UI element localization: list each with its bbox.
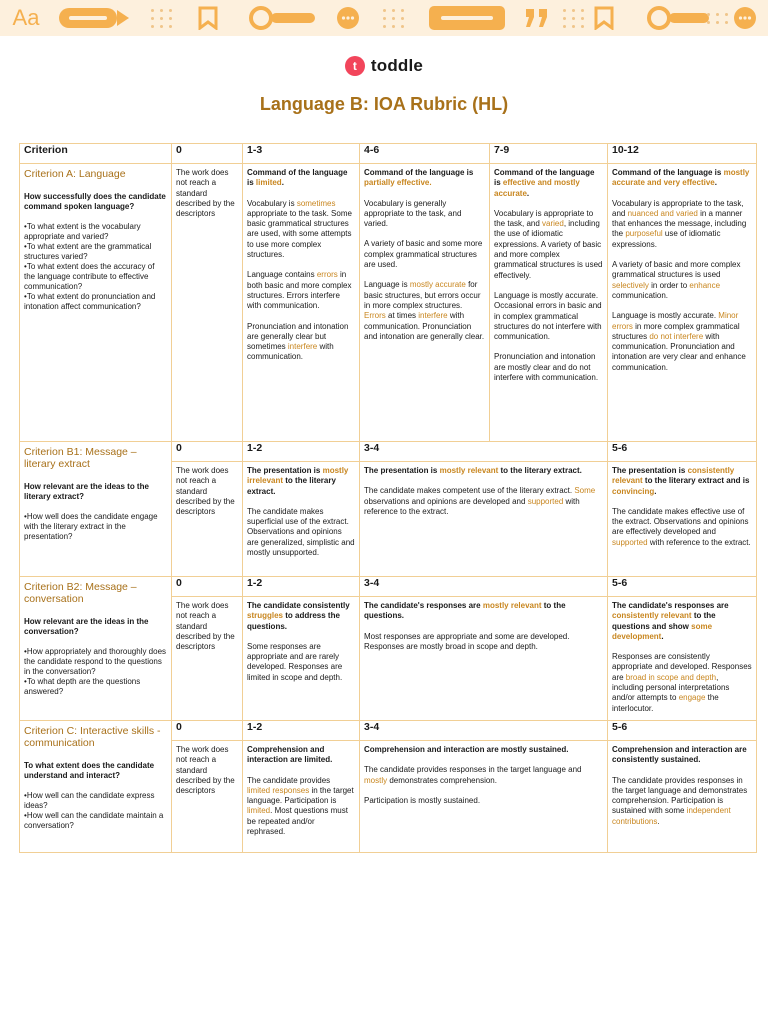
band-paragraph: A variety of basic and some more complex grammatical structures are used. bbox=[364, 239, 483, 270]
band-lead bbox=[247, 466, 355, 497]
text-span: for basic structures, but errors occur in more complex structures. bbox=[364, 280, 481, 310]
dots-icon bbox=[378, 0, 410, 36]
criterion-b1-band-3-4 bbox=[360, 462, 608, 577]
criterion-b2-bullet: • To what depth are the questions answered? bbox=[24, 677, 167, 697]
band-lead: Comprehension and interaction are consistently sustained. bbox=[612, 745, 747, 765]
header-band-1-2: 1-2 bbox=[243, 721, 360, 741]
highlight-span: struggles bbox=[247, 611, 284, 621]
band-0-text: The work does not reach a standard described by the descriptors bbox=[176, 168, 235, 219]
criterion-b2-header-row bbox=[20, 577, 757, 597]
highlight-span: mostly relevant bbox=[482, 601, 542, 610]
criterion-a-band-4-6 bbox=[360, 164, 490, 442]
header-band-0: 0 bbox=[172, 721, 243, 741]
criterion-b1-bullets bbox=[24, 512, 167, 542]
text-span: , including personal interpretations and/or attempts to bbox=[612, 672, 730, 703]
header-band-0: 0 bbox=[172, 577, 243, 597]
band-lead bbox=[247, 168, 355, 189]
text-span: The candidate consistently bbox=[247, 601, 350, 610]
text-span: with communication. bbox=[247, 342, 334, 362]
key-icon bbox=[246, 0, 316, 36]
highlight-span: interfere bbox=[287, 342, 318, 352]
highlight-span: engage bbox=[678, 693, 706, 703]
band-paragraph: Most responses are appropriate and some are developed. Responses are mostly broad in scope and depth. bbox=[364, 631, 570, 651]
highlight-span: do not interfere bbox=[649, 331, 704, 341]
text-aa-label: Aa bbox=[12, 5, 40, 30]
highlight-span: effective and mostly accurate bbox=[494, 178, 580, 198]
text-span: appropriate to the task. Some basic grammatical structures are used, with some attempts to use more complex structures. bbox=[247, 208, 352, 260]
text-span: Vocabulary is appropriate to the task, and bbox=[612, 198, 744, 218]
header-band-10-12: 10-12 bbox=[608, 144, 757, 164]
text-span: communication. bbox=[612, 290, 669, 300]
band-paragraph: The candidate makes superficial use of the extract. Observations and opinions are generalized, simplistic and mostly unsupported. bbox=[247, 506, 355, 558]
criterion-a-bullet: • To what extent is the vocabulary appropriate and varied? bbox=[24, 222, 167, 242]
quote-icon bbox=[520, 0, 554, 36]
text-span: The presentation is bbox=[612, 466, 688, 475]
highlight-span: consistently relevant bbox=[612, 466, 735, 486]
band-lead bbox=[612, 601, 752, 642]
highlight-span: mostly accurate bbox=[409, 280, 466, 290]
criterion-a-bullets bbox=[24, 222, 167, 312]
text-span: . bbox=[281, 178, 284, 188]
band-0-text: The work does not reach a standard described by the descriptors bbox=[176, 466, 235, 517]
highlight-span: mostly relevant bbox=[439, 466, 499, 475]
criterion-b2-bullet: • How appropriately and thoroughly does the candidate respond to the questions in the conversation? bbox=[24, 647, 167, 677]
band-lead: Comprehension and interaction are mostly sustained. bbox=[364, 745, 569, 754]
band-0-text: The work does not reach a standard described by the descriptors bbox=[176, 601, 235, 652]
text-span: The candidate provides responses in the target language and demonstrates comprehension. Participation is sustained with some bbox=[612, 775, 748, 816]
text-span: The candidate provides responses in the target language and bbox=[364, 765, 582, 775]
criterion-b1-title: Criterion B1: Message – literary extract bbox=[24, 446, 137, 470]
criterion-a-band-0 bbox=[172, 164, 243, 442]
text-span: the interlocutor. bbox=[612, 693, 719, 713]
textbox-icon bbox=[428, 0, 506, 36]
criterion-c-bullet: • How well can the candidate express ideas? bbox=[24, 791, 167, 811]
header-band-4-6: 4-6 bbox=[360, 144, 490, 164]
header-band-1-3: 1-3 bbox=[243, 144, 360, 164]
band-paragraph: Vocabulary is generally appropriate to the task, and varied. bbox=[364, 198, 462, 229]
band-paragraph bbox=[612, 776, 752, 827]
highlight-span: selectively bbox=[612, 280, 649, 290]
band-paragraph bbox=[612, 507, 752, 548]
criterion-b2-title: Criterion B2: Message – conversation bbox=[24, 581, 137, 605]
band-0-text: The work does not reach a standard described by the descriptors bbox=[176, 745, 235, 796]
text-span: to the questions and show bbox=[612, 611, 716, 631]
band-paragraph bbox=[247, 776, 355, 838]
band-lead bbox=[612, 168, 752, 189]
text-span: to the literary extract. bbox=[498, 466, 582, 475]
criterion-c-header-row bbox=[20, 721, 757, 741]
highlight-span: limited bbox=[247, 806, 271, 816]
text-span: to the questions. bbox=[364, 601, 566, 621]
highlight-span: consistently relevant bbox=[612, 611, 692, 621]
text-span: The presentation is bbox=[247, 466, 323, 475]
text-span: Command of the language is bbox=[364, 168, 474, 177]
highlight-span: partially effective. bbox=[364, 178, 432, 188]
band-paragraph bbox=[247, 322, 355, 363]
header-band-0: 0 bbox=[172, 442, 243, 462]
page-title: Language B: IOA Rubric (HL) bbox=[259, 94, 509, 114]
text-span: A variety of basic and more complex grammatical structures is used bbox=[612, 260, 741, 280]
band-paragraph bbox=[364, 765, 603, 786]
criterion-b1-bullet: • How well does the candidate engage with the literary extract in the presentation? bbox=[24, 512, 167, 542]
criterion-c-bullets bbox=[24, 791, 167, 831]
decorative-banner bbox=[0, 0, 768, 36]
highlight-span: broad in scope and depth bbox=[625, 672, 717, 682]
text-span: in order to bbox=[648, 280, 690, 290]
text-span: in the target language. Participation is bbox=[247, 785, 354, 806]
text-span: Language is mostly accurate. bbox=[612, 311, 719, 321]
band-paragraph: Language is mostly accurate. Occasional errors in basic and in complex grammatical structures do not interfere with communication. bbox=[494, 290, 602, 342]
highlight-span: independent contributions bbox=[612, 806, 731, 826]
header-band-7-9: 7-9 bbox=[490, 144, 608, 164]
criterion-a-bullet: • To what extent does the accuracy of the language contribute to effective communication? bbox=[24, 262, 167, 292]
band-paragraph: Pronunciation and intonation are mostly clear and do not interfere with communication. bbox=[494, 352, 599, 383]
highlight-span: convincing bbox=[612, 486, 655, 496]
band-lead: Comprehension and interaction are limited. bbox=[247, 745, 333, 765]
chat-bubble-icon bbox=[332, 0, 364, 36]
criterion-a-title: Criterion A: Language bbox=[24, 168, 126, 180]
criterion-b1-header-row bbox=[20, 442, 757, 462]
text-span: Vocabulary is bbox=[247, 198, 297, 208]
criterion-b2-band-5-6 bbox=[608, 597, 757, 721]
criterion-a-question: How successfully does the candidate command spoken language? bbox=[24, 192, 166, 211]
criterion-b2-question: How relevant are the ideas in the conversation? bbox=[24, 617, 149, 636]
text-span: to the literary extract. bbox=[247, 476, 336, 496]
key-icon bbox=[644, 0, 710, 36]
dots-icon bbox=[146, 0, 178, 36]
bookmark-icon bbox=[590, 0, 618, 36]
dots-icon bbox=[706, 0, 730, 36]
criterion-c-bullet: • How well can the candidate maintain a conversation? bbox=[24, 811, 167, 831]
text-span: to address the questions. bbox=[247, 611, 340, 631]
band-lead bbox=[247, 601, 355, 632]
text-span: The presentation is bbox=[364, 466, 440, 475]
highlight-span: interfere bbox=[418, 311, 448, 321]
criterion-a-cell bbox=[20, 164, 172, 442]
toddle-logo-mark: t bbox=[345, 56, 365, 76]
text-span: with reference to the extract. bbox=[647, 537, 751, 547]
band-paragraph bbox=[612, 311, 752, 373]
criterion-a-band-1-3 bbox=[243, 164, 360, 442]
text-span: The candidate's responses are bbox=[612, 601, 729, 610]
criterion-b2-bullets bbox=[24, 647, 167, 697]
highlight-span: sometimes bbox=[296, 198, 336, 208]
highlight-span: nuanced and varied bbox=[627, 208, 698, 218]
text-aa-icon bbox=[6, 0, 46, 36]
criterion-b1-band-5-6 bbox=[608, 462, 757, 577]
text-span: observations and opinions are developed and bbox=[364, 496, 528, 506]
criterion-c-band-1-2 bbox=[243, 741, 360, 853]
highlight-span: errors bbox=[316, 270, 338, 280]
highlight-span: supported bbox=[527, 496, 564, 506]
highlight-span: purposeful bbox=[625, 229, 663, 239]
band-paragraph bbox=[612, 652, 752, 714]
text-span: Command of the language is bbox=[247, 168, 348, 188]
criterion-b2-band-1-2 bbox=[243, 597, 360, 721]
toddle-logo-text: toddle bbox=[370, 56, 424, 75]
band-paragraph bbox=[612, 260, 752, 301]
criterion-c-band-0 bbox=[172, 741, 243, 853]
text-span: in more complex grammatical structures bbox=[612, 321, 740, 341]
band-paragraph: Some responses are appropriate and are rarely developed. Responses are limited in scope and depth. bbox=[247, 641, 343, 682]
criterion-a-band-7-9 bbox=[490, 164, 608, 442]
band-paragraph bbox=[247, 270, 355, 311]
text-span: Command of the language is bbox=[494, 168, 595, 188]
text-span: , including the use of idiomatic expressions. A variety of basic and more complex grammatical structures is used effectively. bbox=[494, 219, 603, 280]
criterion-b2-band-0 bbox=[172, 597, 243, 721]
band-lead bbox=[364, 601, 603, 622]
text-span: with communication. Pronunciation and intonation are very clear and enhance communication. bbox=[612, 331, 746, 372]
criterion-b1-band-0 bbox=[172, 462, 243, 577]
criterion-b1-cell bbox=[20, 442, 172, 577]
text-span: demonstrates comprehension. bbox=[387, 775, 497, 785]
header-criterion: Criterion bbox=[20, 144, 172, 164]
header-band-5-6: 5-6 bbox=[608, 442, 757, 462]
criterion-c-band-5-6 bbox=[608, 741, 757, 853]
text-span: in both basic and more complex structures. Errors interfere with communication. bbox=[247, 270, 352, 311]
criterion-a-band-10-12 bbox=[608, 164, 757, 442]
highlight-span: Some bbox=[574, 486, 596, 496]
table-header-row bbox=[20, 144, 757, 164]
text-span: at times bbox=[385, 311, 419, 321]
text-span: Command of the language is bbox=[612, 168, 724, 177]
chat-bubble-icon bbox=[730, 0, 760, 36]
criterion-a-bullet: • To what extent do pronunciation and intonation affect communication? bbox=[24, 292, 167, 312]
header-band-1-2: 1-2 bbox=[243, 577, 360, 597]
criterion-c-cell bbox=[20, 721, 172, 853]
highlight-span: Errors bbox=[364, 311, 386, 321]
text-span: The candidate makes competent use of the literary extract. bbox=[364, 486, 575, 496]
band-paragraph bbox=[494, 209, 603, 281]
band-lead bbox=[364, 466, 603, 476]
band-lead bbox=[612, 466, 752, 497]
band-paragraph bbox=[247, 199, 355, 261]
criterion-a-bullet: • To what extent are the grammatical structures varied? bbox=[24, 242, 167, 262]
band-paragraph bbox=[364, 486, 603, 517]
text-span: with reference to the extract. bbox=[364, 496, 580, 516]
text-span: with communication. Pronunciation and intonation are generally clear. bbox=[364, 311, 485, 341]
pencil-icon bbox=[58, 0, 132, 36]
text-span: The candidate provides bbox=[247, 775, 331, 785]
highlight-span: mostly bbox=[364, 775, 388, 785]
criterion-b2-band-3-4 bbox=[360, 597, 608, 721]
text-span: . bbox=[661, 631, 664, 641]
bookmark-icon bbox=[194, 0, 222, 36]
text-span: in a manner that enhances the message, including the bbox=[612, 208, 747, 239]
text-span: Language contains bbox=[247, 270, 317, 280]
header-band-0: 0 bbox=[172, 144, 243, 164]
highlight-span: mostly irrelevant bbox=[247, 466, 349, 486]
text-span: . bbox=[714, 178, 717, 188]
header-band-3-4: 3-4 bbox=[360, 721, 608, 741]
text-span: The candidate makes effective use of the extract. Observations and opinions are effectively developed and bbox=[612, 506, 749, 537]
highlight-span: enhance bbox=[689, 280, 721, 290]
highlight-span: Minor errors bbox=[612, 311, 739, 331]
criterion-b2-cell bbox=[20, 577, 172, 721]
text-span: use of idiomatic expressions. bbox=[612, 229, 721, 249]
criterion-b1-question: How relevant are the ideas to the literary extract? bbox=[24, 482, 149, 501]
criterion-c-title: Criterion C: Interactive skills - communication bbox=[24, 725, 161, 749]
text-span: Language is bbox=[364, 280, 410, 290]
band-paragraph bbox=[364, 280, 485, 342]
header-band-5-6: 5-6 bbox=[608, 577, 757, 597]
text-span: Pronunciation and intonation are generally clear but sometimes bbox=[247, 321, 349, 352]
text-span: . bbox=[657, 816, 660, 826]
dots-icon bbox=[558, 0, 590, 36]
criterion-a-row bbox=[20, 164, 757, 442]
highlight-span: mostly accurate and very effective bbox=[612, 168, 750, 188]
text-span: . bbox=[526, 188, 530, 198]
band-paragraph: Participation is mostly sustained. bbox=[364, 795, 481, 805]
header-band-5-6: 5-6 bbox=[608, 721, 757, 741]
highlight-span: limited bbox=[255, 178, 282, 188]
header-band-3-4: 3-4 bbox=[360, 442, 608, 462]
highlight-span: some development bbox=[612, 621, 713, 641]
highlight-span: varied bbox=[542, 219, 564, 229]
text-span: The candidate's responses are bbox=[364, 601, 483, 610]
band-paragraph bbox=[612, 199, 752, 250]
band-lead bbox=[494, 168, 603, 199]
criterion-c-question: To what extent does the candidate understand and interact? bbox=[24, 761, 155, 780]
header-band-1-2: 1-2 bbox=[243, 442, 360, 462]
band-lead bbox=[364, 168, 485, 189]
text-span: . Most questions must be repeated and/or rephrased. bbox=[247, 806, 348, 837]
criterion-c-band-3-4 bbox=[360, 741, 608, 853]
criterion-b1-band-1-2 bbox=[243, 462, 360, 577]
rubric-table bbox=[19, 143, 757, 853]
text-span: to the literary extract and is bbox=[642, 476, 750, 486]
text-span: Vocabulary is appropriate to the task, and bbox=[494, 208, 594, 229]
highlight-span: supported bbox=[612, 537, 648, 547]
text-span: Responses are consistently appropriate and developed. Responses are bbox=[612, 652, 752, 682]
text-span: . bbox=[654, 486, 657, 496]
highlight-span: limited responses bbox=[247, 785, 310, 795]
toddle-logo bbox=[0, 56, 768, 76]
header-band-3-4: 3-4 bbox=[360, 577, 608, 597]
